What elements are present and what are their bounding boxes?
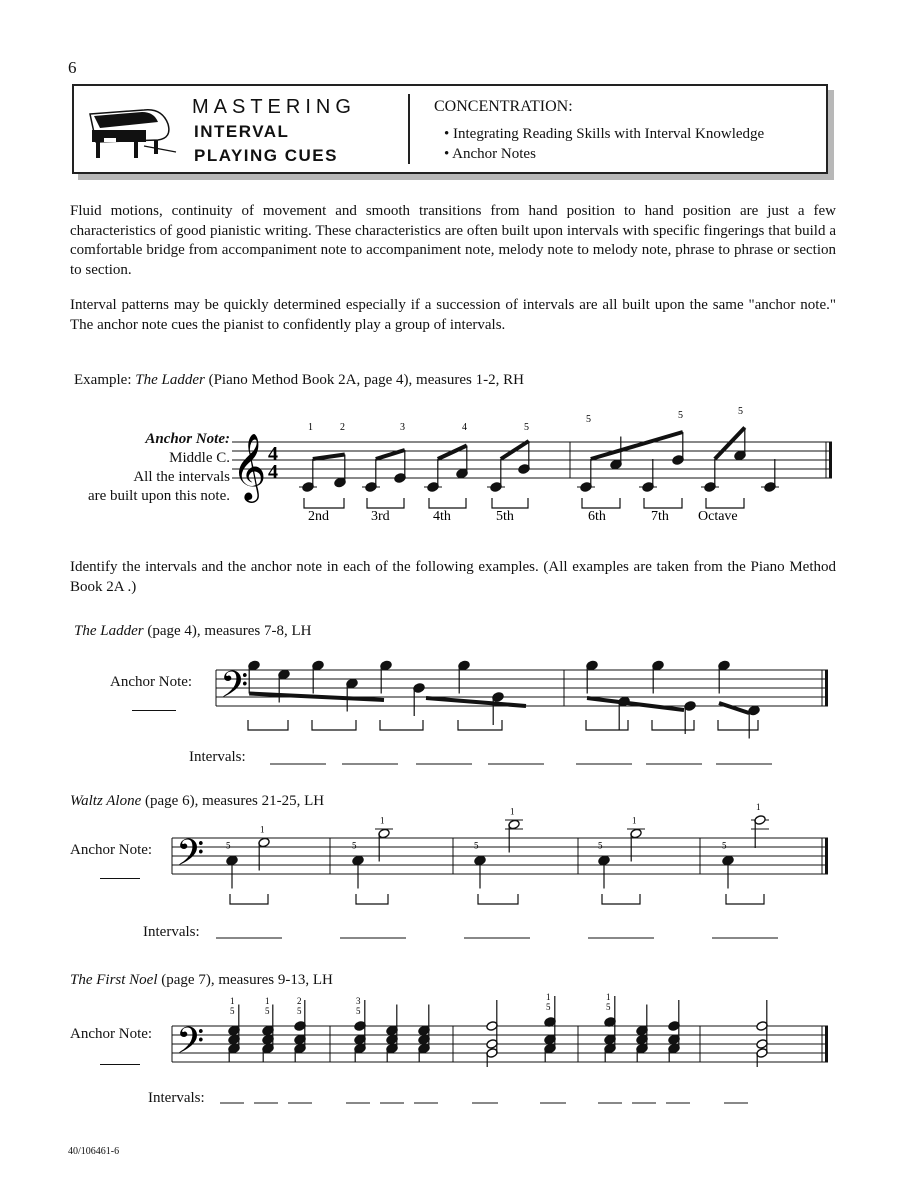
exercise-caption: The Ladder (page 4), measures 7-8, LH <box>74 623 312 639</box>
fingering-number: 3 <box>356 996 361 1006</box>
catalog-code: 40/106461-6 <box>68 1146 120 1157</box>
svg-text:4: 4 <box>268 461 278 483</box>
intervals-label: Intervals: <box>148 1090 205 1106</box>
exercise-caption: The First Noel (page 7), measures 9-13, LH <box>70 972 333 988</box>
concentration-label: CONCENTRATION: <box>434 98 573 115</box>
header-divider <box>408 94 410 164</box>
page-number: 6 <box>68 58 77 77</box>
fingering-number: 1 <box>546 992 551 1002</box>
interval-bracket <box>458 720 502 730</box>
fingering-number: 5 <box>226 840 231 851</box>
interval-bracket <box>726 894 764 904</box>
interval-label: Octave <box>698 509 738 524</box>
instructions-paragraph: Identify the intervals and the anchor note in each of the following examples. (All examples are taken from the Piano Method Book 2A .) <box>70 559 836 595</box>
fingering-number: 3 <box>400 422 405 433</box>
exercise-piece-title: Waltz Alone <box>70 793 142 809</box>
bass-clef-icon: 𝄢 <box>220 665 249 714</box>
treble-clef-icon: 𝄞 <box>232 434 267 499</box>
intervals-label: Intervals: <box>143 924 200 940</box>
anchor-note-answer-blank[interactable] <box>100 1064 140 1065</box>
header-title-playing-cues: PLAYING CUES <box>194 146 338 165</box>
fingering-number: 1 <box>308 422 313 433</box>
interval-bracket <box>706 498 744 508</box>
fingering-number: 5 <box>297 1006 302 1016</box>
interval-label: 2nd <box>308 509 329 524</box>
fingering-number: 5 <box>546 1002 551 1012</box>
interval-label: 3rd <box>371 509 390 524</box>
interval-bracket <box>248 720 288 730</box>
note-beam <box>313 455 345 460</box>
fingering-number: 1 <box>230 996 235 1006</box>
interval-bracket <box>367 498 404 508</box>
anchor-note-label: Anchor Note: <box>70 1026 153 1042</box>
note-beam <box>501 441 529 459</box>
header-title-mastering: MASTERING <box>192 96 356 118</box>
exercise-piece-title: The First Noel <box>70 972 158 988</box>
interval-bracket <box>602 894 640 904</box>
bass-clef-icon: 𝄢 <box>176 1021 205 1070</box>
fingering-number: 2 <box>297 996 302 1006</box>
interval-bracket <box>478 894 518 904</box>
interval-bracket <box>586 720 628 730</box>
note-beam <box>719 703 749 713</box>
fingering-number: 5 <box>606 1002 611 1012</box>
anchor-note-label: Anchor Note: <box>145 431 230 447</box>
exercise-staff <box>170 992 834 1086</box>
grand-piano-icon <box>84 94 180 162</box>
exercise-staff <box>214 648 834 738</box>
example-staff <box>228 406 838 530</box>
fingering-number: 5 <box>738 406 743 417</box>
interval-answer-blanks[interactable] <box>270 763 830 765</box>
bass-clef-icon: 𝄢 <box>176 833 205 882</box>
fingering-number: 5 <box>678 410 683 421</box>
anchor-note-label: Anchor Note: <box>70 842 153 858</box>
fingering-number: 5 <box>474 840 479 851</box>
fingering-number: 5 <box>586 414 591 425</box>
header-title-interval: INTERVAL <box>194 122 290 141</box>
intro-paragraph: Interval patterns may be quickly determined especially if a succession of intervals are all built upon the same "anchor note." The anchor note cues the pianist to confidently play a group of intervals. <box>70 297 836 333</box>
interval-answer-blanks[interactable] <box>220 1102 760 1104</box>
concentration-bullet: • Integrating Reading Skills with Interval Knowledge <box>444 126 765 142</box>
interval-bracket <box>356 894 388 904</box>
fingering-number: 1 <box>756 802 761 812</box>
interval-answer-blanks[interactable] <box>216 937 816 939</box>
interval-bracket <box>230 894 268 904</box>
example-caption: Example: The Ladder (Piano Method Book 2A, page 4), measures 1-2, RH <box>74 372 524 388</box>
interval-bracket <box>492 498 528 508</box>
interval-bracket <box>718 720 758 730</box>
interval-bracket <box>312 720 356 730</box>
fingering-number: 5 <box>722 840 727 851</box>
anchor-note-answer-blank[interactable] <box>100 878 140 879</box>
note-beam <box>438 446 467 460</box>
fingering-number: 1 <box>606 992 611 1002</box>
interval-bracket <box>429 498 466 508</box>
exercise-staff <box>170 802 834 906</box>
interval-label: 7th <box>651 509 669 524</box>
note-beam <box>587 698 684 710</box>
fingering-number: 1 <box>632 815 637 826</box>
svg-text:4: 4 <box>268 443 278 465</box>
fingering-number: 5 <box>230 1006 235 1016</box>
fingering-number: 5 <box>524 422 529 433</box>
fingering-number: 4 <box>462 422 467 433</box>
fingering-number: 2 <box>340 422 345 433</box>
fingering-number: 1 <box>260 824 265 835</box>
fingering-number: 1 <box>510 806 515 817</box>
exercise-piece-title: The Ladder <box>74 623 144 639</box>
note-beam <box>426 698 526 706</box>
interval-label: 5th <box>496 509 514 524</box>
fingering-number: 1 <box>380 815 385 826</box>
interval-bracket <box>380 720 423 730</box>
intro-paragraph: Fluid motions, continuity of movement and smooth transitions from hand position to hand position are just a few characteristics of good pianistic writing. These characteristics are often built upon intervals with specific fingerings that build a comfortable bridge from accompaniment note to accompaniment note, melody note to melody note, phrase to phrase or section to section. <box>70 203 836 278</box>
fingering-number: 5 <box>265 1006 270 1016</box>
concentration-bullet: • Anchor Notes <box>444 146 536 162</box>
fingering-number: 5 <box>352 840 357 851</box>
interval-label: 6th <box>588 509 606 524</box>
interval-bracket <box>644 498 682 508</box>
note-beam <box>591 432 683 459</box>
anchor-note-answer-blank[interactable] <box>132 710 176 711</box>
intervals-label: Intervals: <box>189 749 246 765</box>
interval-label: 4th <box>433 509 451 524</box>
interval-bracket <box>304 498 344 508</box>
fingering-number: 1 <box>265 996 270 1006</box>
section-header <box>72 84 828 174</box>
fingering-number: 5 <box>598 840 603 851</box>
anchor-note-label: Anchor Note: <box>110 674 193 690</box>
interval-bracket <box>652 720 694 730</box>
example-anchor-description: Anchor Note: Middle C. All the intervals are built upon this note. <box>70 430 230 506</box>
fingering-number: 5 <box>356 1006 361 1016</box>
exercise-caption: Waltz Alone (page 6), measures 21-25, LH <box>70 793 325 809</box>
interval-bracket <box>582 498 620 508</box>
example-piece-title: The Ladder <box>135 372 205 388</box>
